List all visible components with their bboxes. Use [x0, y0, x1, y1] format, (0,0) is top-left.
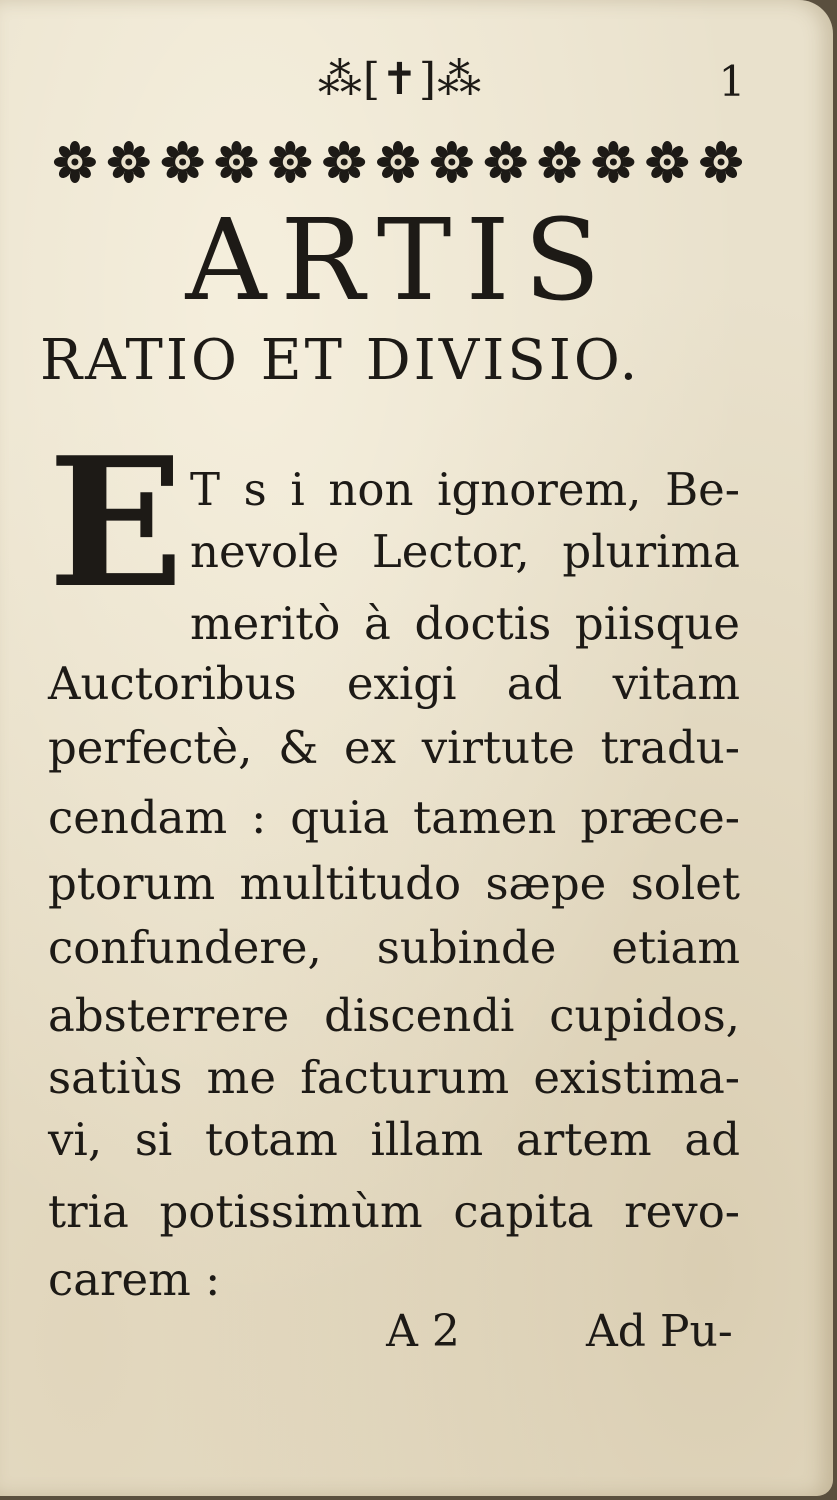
ornament-band	[48, 132, 748, 192]
folio-number: 1	[718, 57, 746, 106]
signature-mark: A 2	[386, 1306, 460, 1357]
text-line: meritò à doctis piisque	[190, 597, 740, 650]
catchword: Ad Pu-	[586, 1306, 733, 1357]
drop-cap: E	[48, 418, 184, 627]
rosette-icon	[162, 141, 204, 183]
rosette-icon	[54, 141, 96, 183]
header-ornament: ⁂[✝]⁂	[317, 54, 483, 105]
rosette-icon	[646, 141, 688, 183]
text-line: perfectè, & ex virtute tradu-	[48, 721, 740, 774]
text-line: vi, si totam illam artem ad	[48, 1113, 740, 1166]
page-subtitle: RATIO ET DIVISIO.	[40, 328, 641, 393]
rosette-icon	[700, 141, 742, 183]
text-line: T s i non ignorem, Be-	[190, 463, 740, 516]
rosette-icon	[431, 141, 473, 183]
text-line: ptorum multitudo sæpe solet	[48, 857, 740, 910]
rosette-icon	[108, 141, 150, 183]
text-line: nevole Lector, plurima	[190, 525, 740, 578]
text-line: satiùs me facturum existima-	[48, 1051, 740, 1104]
rosette-icon	[377, 141, 419, 183]
rosette-icon	[269, 141, 311, 183]
rosette-icon	[592, 141, 634, 183]
text-line: cendam : quia tamen præce-	[48, 791, 740, 844]
rosette-icon	[323, 141, 365, 183]
text-line: tria potissimùm capita revo-	[48, 1185, 740, 1238]
page-title: ARTIS	[185, 196, 615, 326]
text-line: carem :	[48, 1253, 221, 1306]
rosette-icon	[539, 141, 581, 183]
rosette-icon	[485, 141, 527, 183]
rosette-icon	[215, 141, 257, 183]
text-line: confundere, subinde etiam	[48, 921, 740, 974]
text-line: absterrere discendi cupidos,	[48, 989, 740, 1042]
text-line: Auctoribus exigi ad vitam	[48, 657, 740, 710]
